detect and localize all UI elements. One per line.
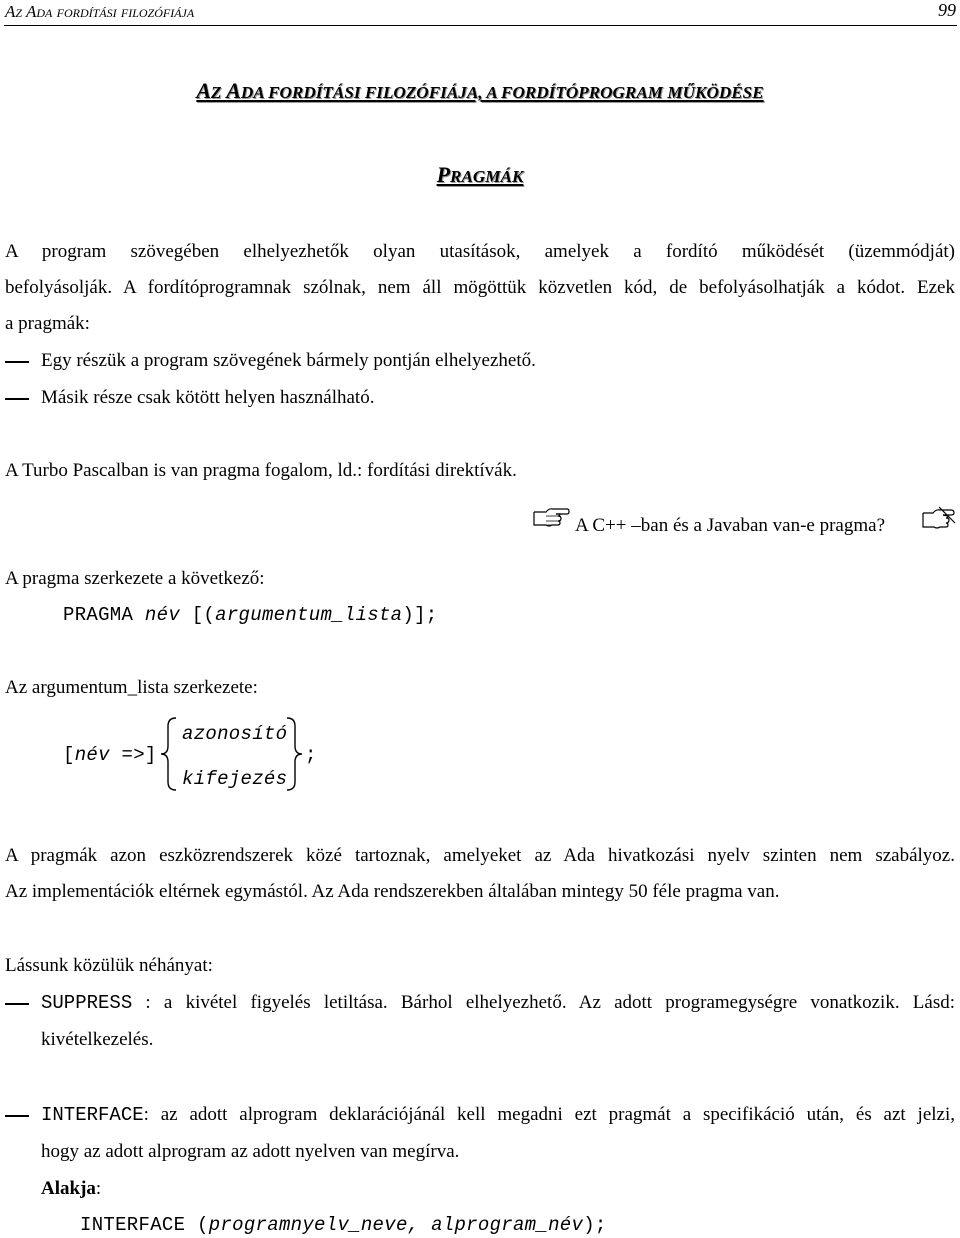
intro-line-2: befolyásolják. A fordítóprogramnak szólnak, nem áll mögöttük közvetlen kód, de befolyásolhatják a kódot. Ezek xyxy=(5,277,955,298)
examples-heading: Lássunk közülük néhányat: xyxy=(5,955,213,976)
pragma-syntax-code xyxy=(63,604,437,626)
pragma-arg: argumentum_lista xyxy=(215,604,403,626)
bullet-dash xyxy=(5,398,29,400)
running-header-title xyxy=(5,2,194,22)
arglist-bracket: [ xyxy=(63,744,75,766)
right-brace xyxy=(283,716,305,792)
example-colon: : xyxy=(95,1178,102,1199)
arglist-prefix xyxy=(63,744,157,766)
interface-code-args: programnyelv_neve, alprogram_név xyxy=(208,1214,584,1236)
arglist-option-identifier: azonosító xyxy=(182,723,288,745)
intro-line-1: A program szövegében elhelyezhetők olyan utasítások, amelyek a fordító működését (üzemmódját) xyxy=(5,241,955,262)
section-title xyxy=(0,162,960,188)
writing-hand-icon xyxy=(921,503,957,531)
left-brace xyxy=(158,716,180,792)
pointing-hand-icon xyxy=(532,503,570,529)
interface-code-keyword: INTERFACE xyxy=(80,1214,186,1236)
running-header-text: Az Ada fordítási filozófiája xyxy=(5,2,195,21)
pragma-open-bracket: [( xyxy=(191,604,216,626)
interface-code-close: ); xyxy=(583,1214,607,1236)
interface-line-1 xyxy=(41,1097,955,1133)
example-label: Alakja xyxy=(41,1178,96,1199)
arglist-terminator: ; xyxy=(305,744,317,766)
main-title-part-1: Z xyxy=(211,83,222,102)
header-rule xyxy=(4,25,957,26)
interface-example-code xyxy=(80,1214,607,1236)
arglist-arrow: =>] xyxy=(109,744,157,766)
suppress-description: : a kivétel figyelés letiltása. Bárhol elhelyezhető. Az adott programegységre vonatkozik. Lásd: xyxy=(132,992,955,1013)
arglist-name: név xyxy=(74,744,110,766)
intro-line-3: a pragmák: xyxy=(5,313,90,334)
interface-keyword: INTERFACE xyxy=(41,1104,144,1126)
main-title-part-2: DA FORDÍTÁSI FILOZÓFIÁJA, A FORDÍTÓPROGRAM MŰKÖDÉSE xyxy=(240,83,764,102)
arglist-option-expression: kifejezés xyxy=(182,768,288,790)
bullet-item-1: Egy részük a program szövegének bármely pontján elhelyezhető. xyxy=(41,350,536,371)
interface-code-open: ( xyxy=(185,1214,209,1236)
section-title-rest: RAGMÁK xyxy=(450,167,524,186)
suppress-line-1 xyxy=(41,985,955,1021)
pragma-paragraph-line-1: A pragmák azon eszközrendszerek közé tartoznak, amelyeket az Ada hivatkozási nyelv szinten nem szabályoz. xyxy=(5,845,955,866)
pragma-structure-heading: A pragma szerkezete a következő: xyxy=(5,568,265,589)
page-number: 99 xyxy=(938,0,956,20)
main-title-cap-2: A xyxy=(226,78,241,103)
pragma-name: név xyxy=(144,604,181,626)
bullet-dash xyxy=(5,1003,29,1005)
pragma-keyword: PRAGMA xyxy=(63,604,134,626)
turbo-pascal-note: A Turbo Pascalban is van pragma fogalom, ld.: fordítási direktívák. xyxy=(5,460,517,481)
suppress-line-2: kivételkezelés. xyxy=(41,1029,154,1050)
bullet-dash xyxy=(5,361,29,363)
pragma-paragraph-line-2: Az implementációk eltérnek egymástól. Az Ada rendszerekben általában mintegy 50 féle pragma van. xyxy=(5,881,780,902)
main-title-cap-1: A xyxy=(196,78,212,103)
interface-example-label xyxy=(41,1171,101,1207)
main-title xyxy=(0,78,960,104)
argument-list-heading: Az argumentum_lista szerkezete: xyxy=(5,677,258,698)
pragma-close-bracket: )]; xyxy=(402,604,438,626)
bullet-item-2: Másik része csak kötött helyen használható. xyxy=(41,387,375,408)
section-title-cap: P xyxy=(436,162,451,187)
cpp-java-question: A C++ –ban és a Javaban van-e pragma? xyxy=(575,515,886,536)
interface-line-2: hogy az adott alprogram az adott nyelven van megírva. xyxy=(41,1141,460,1162)
suppress-keyword: SUPPRESS xyxy=(41,992,133,1014)
bullet-dash xyxy=(5,1115,29,1117)
interface-description: : az adott alprogram deklarációjánál kell megadni ezt pragmát a specifikáció után, és azt jelzi, xyxy=(143,1104,955,1125)
